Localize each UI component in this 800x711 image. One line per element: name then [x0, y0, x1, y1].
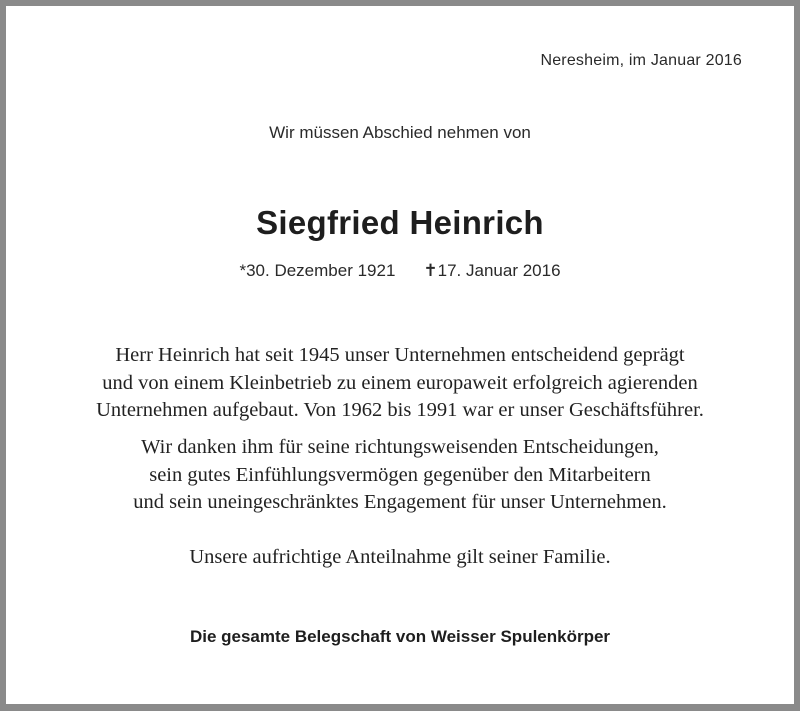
paragraph-line: Unsere aufrichtige Anteilnahme gilt seiner Familie. [189, 546, 611, 568]
life-dates [6, 261, 794, 281]
death-date: ✝17. Januar 2016 [423, 261, 561, 280]
paragraph-line: Unternehmen aufgebaut. Von 1962 bis 1991 war er unser Geschäftsführer. [96, 399, 704, 421]
condolence-paragraph [6, 544, 794, 572]
tribute-paragraph-2 [6, 434, 794, 517]
paragraph-line: Herr Heinrich hat seit 1945 unser Unternehmen entscheidend geprägt [115, 344, 685, 366]
paragraph-line: sein gutes Einfühlungsvermögen gegenüber den Mitarbeitern [149, 463, 651, 486]
paragraph-line: und sein uneingeschränktes Engagement für unser Unternehmen. [133, 491, 667, 513]
place-date: Neresheim, im Januar 2016 [540, 52, 742, 69]
signature-line: Die gesamte Belegschaft von Weisser Spulenkörper [189, 627, 611, 646]
birth-date: *30. Dezember 1921 [239, 261, 396, 280]
deceased-name: Siegfried Heinrich [256, 204, 544, 241]
paragraph-line: und von einem Kleinbetrieb zu einem europaweit erfolgreich agierenden [102, 371, 698, 394]
tribute-paragraph-1 [6, 342, 794, 425]
paragraph-line: Wir danken ihm für seine richtungsweisenden Entscheidungen, [141, 436, 659, 458]
intro-line: Wir müssen Abschied nehmen von [269, 123, 531, 142]
